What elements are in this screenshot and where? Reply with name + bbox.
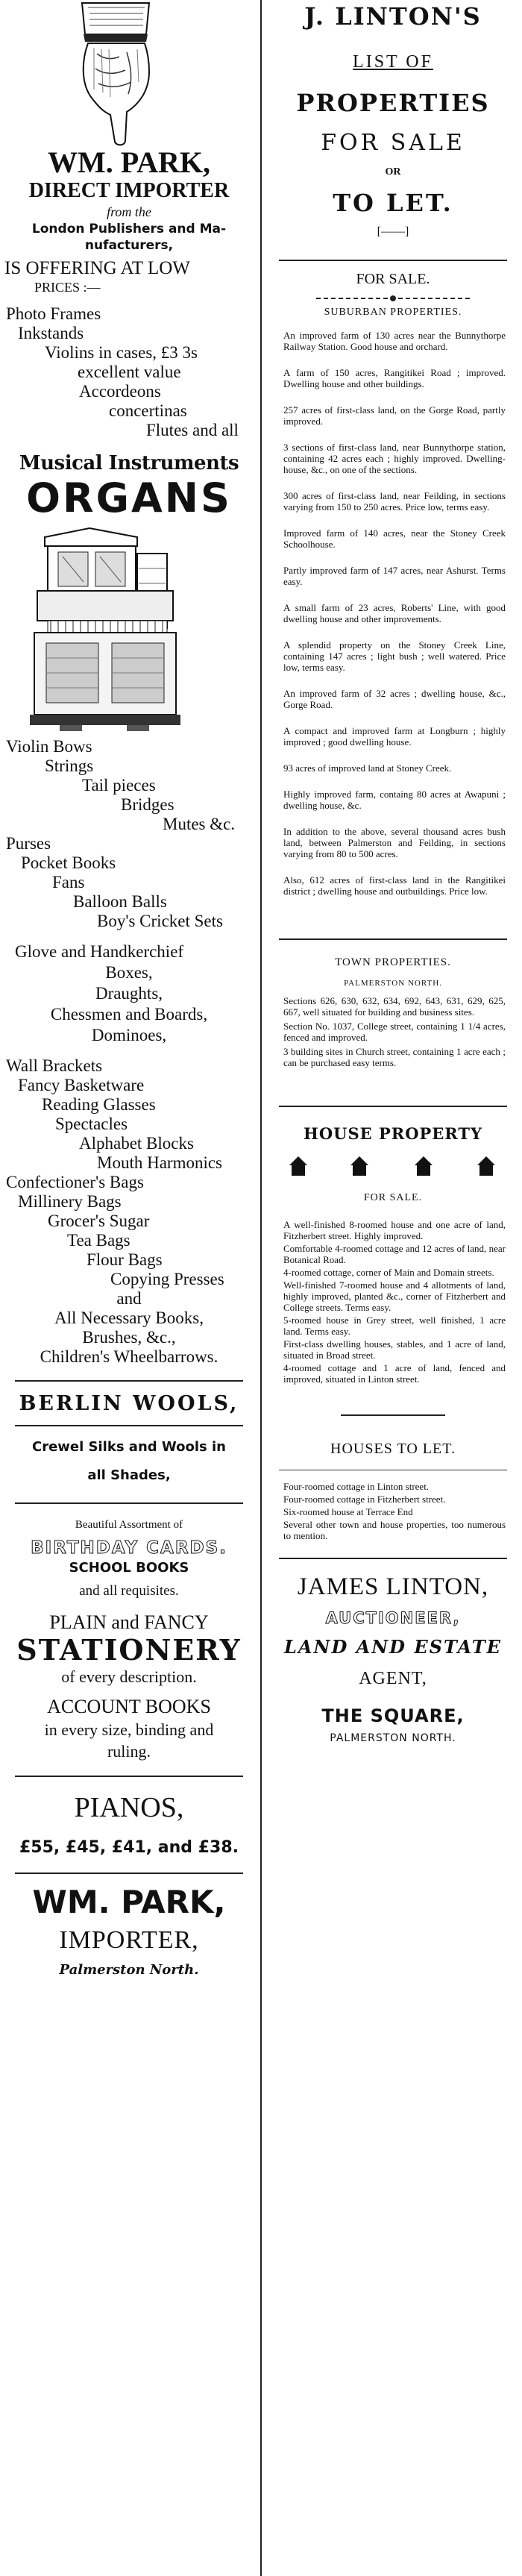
nufacturers: nufacturers, — [84, 238, 174, 253]
list-item: Alphabet Blocks — [79, 1134, 194, 1153]
list-item: Also, 612 acres of first-class land in the Rangitikei district ; dwelling house and outbuildings. Price low. — [283, 874, 506, 897]
school-books: SCHOOL BOOKS — [69, 1560, 189, 1576]
divider — [279, 260, 507, 261]
list-item: In addition to the above, several thousand acres bush land, between Palmerston and Feilding, in sections varying from 80 to 500 acres. — [283, 826, 506, 859]
beautiful-assortment: Beautiful Assortment of — [75, 1519, 183, 1531]
list-item: First-class dwelling houses, stables, and 1 acre of land, situated in Broad street. — [283, 1338, 506, 1361]
town-properties-heading: TOWN PROPERTIES. — [335, 956, 451, 968]
musical-instruments-heading: Musical Instruments — [19, 452, 239, 474]
list-item: Balloon Balls — [73, 892, 167, 911]
house-icon — [350, 1156, 368, 1176]
list-item: 93 acres of improved land at Stoney Creek. — [283, 762, 452, 774]
every-description: of every description. — [61, 1667, 197, 1686]
list-item: excellent value — [78, 363, 181, 381]
list-item: Brushes, &c., — [82, 1328, 176, 1347]
list-item: Confectioner's Bags — [6, 1173, 144, 1191]
birthday-cards: BIRTHDAY CARDS. — [31, 1538, 227, 1558]
account-books: ACCOUNT BOOKS — [47, 1696, 211, 1717]
list-item: Section No. 1037, College street, containing 1 1/4 acres, fenced and improved. — [283, 1021, 506, 1043]
house-icons-row — [264, 1150, 522, 1180]
list-item: Fancy Basketware — [18, 1076, 145, 1094]
house-items — [264, 1219, 522, 1385]
goods-list-3 — [0, 941, 258, 1046]
list-item: Tail pieces — [82, 776, 156, 795]
footer-agent-name: JAMES LINTON, — [297, 1573, 489, 1600]
list-item: An improved farm of 32 acres ; dwelling house, &c., Gorge Road. — [283, 688, 506, 710]
list-item: Sections 626, 630, 632, 634, 692, 643, 631, 629, 625, 667, well situated for building and business sites. — [283, 995, 506, 1018]
divider — [279, 1558, 507, 1559]
list-item: Pocket Books — [21, 853, 116, 872]
goods-list-2 — [0, 737, 258, 931]
importer-line: DIRECT IMPORTER — [28, 179, 230, 202]
for-sale-house-subhead: FOR SALE. — [363, 1192, 423, 1203]
list-item: Tea Bags — [67, 1231, 130, 1250]
list-item: 257 acres of first-class land, on the Gorge Road, partly improved. — [283, 404, 506, 427]
house-icon — [415, 1156, 433, 1176]
list-item: Draughts, — [95, 984, 163, 1003]
crewel-line-1: Crewel Silks and Wools in — [31, 1439, 226, 1455]
let-items — [264, 1481, 522, 1541]
house-icon — [477, 1156, 495, 1176]
divider — [15, 1380, 243, 1382]
divider — [341, 1414, 445, 1416]
pianos: PIANOS, — [74, 1792, 184, 1823]
list-item: Partly improved farm of 147 acres, near Ashurst. Terms easy. — [283, 565, 506, 587]
piano-prices: £55, £45, £41, and £38. — [19, 1838, 239, 1857]
list-item: Grocer's Sugar — [48, 1212, 150, 1230]
list-item: Purses — [6, 834, 51, 853]
bracket-mark: [——] — [377, 225, 409, 238]
list-item: Well-finished 7-roomed house and 4 allotments of land, highly improved, planted &c., corner of Fitzherbert and College streets. Terms easy. — [283, 1279, 506, 1313]
divider — [15, 1776, 243, 1777]
to-let-heading: TO LET. — [333, 189, 453, 217]
linton-property-list — [264, 0, 522, 2576]
auctioneer: AUCTIONEER, — [325, 1609, 461, 1627]
list-item: Spectacles — [55, 1115, 128, 1133]
stationery: STATIONERY — [16, 1633, 242, 1667]
list-item: Violin Bows — [6, 737, 92, 756]
goods-list-4 — [0, 1056, 258, 1367]
list-item: Mouth Harmonics — [97, 1153, 223, 1172]
goods-list-1 — [0, 304, 258, 440]
footer-importer: IMPORTER, — [59, 1926, 199, 1954]
palmerston-north-subhead: PALMERSTON NORTH. — [344, 979, 442, 988]
crewel-line-2: all Shades, — [87, 1467, 171, 1483]
list-item: 3 building sites in Church street, containing 1 acre each ; can be purchased easy terms. — [283, 1046, 506, 1068]
offering-line: IS OFFERING AT LOW — [4, 258, 190, 278]
list-item: Six-roomed house at Terrace End — [283, 1506, 413, 1517]
list-item: Four-roomed cottage in Fitzherbert street. — [283, 1494, 446, 1505]
houses-to-let-heading: HOUSES TO LET. — [330, 1441, 456, 1457]
list-item: 5-roomed house in Grey street, well finished, 1 acre land. Terms easy. — [283, 1314, 506, 1337]
list-item: concertinas — [109, 401, 187, 420]
list-item: Flour Bags — [87, 1250, 163, 1269]
from-the: from the — [107, 204, 151, 219]
list-item: Inkstands — [18, 324, 84, 342]
or-line: OR — [385, 166, 401, 178]
list-item: 300 acres of first-class land, near Feilding, in sections varying from 150 to 250 acres. Price low, terms easy. — [283, 490, 506, 513]
merchant-name: WM. PARK, — [47, 145, 211, 179]
list-item: 3 sections of first-class land, near Bunnythorpe station, containing 42 acres each ; highly improved. Dwelling-house, &c., on one of the sections. — [283, 442, 506, 475]
list-item: Strings — [45, 756, 94, 775]
list-item: Flutes and all — [146, 421, 239, 439]
divider — [15, 1502, 243, 1504]
column-rule — [260, 0, 262, 2576]
every-size: in every size, binding and — [44, 1720, 214, 1739]
for-sale-subhead: FOR SALE. — [356, 271, 430, 287]
footer-merchant: WM. PARK, — [32, 1884, 226, 1920]
list-item: Boy's Cricket Sets — [97, 912, 223, 930]
list-of: LIST OF — [353, 52, 433, 72]
linton-header: J. LINTON'S — [304, 2, 482, 31]
list-item: Photo Frames — [6, 304, 101, 323]
list-item: and — [116, 1289, 142, 1308]
organs-heading: ORGANS — [26, 474, 232, 521]
suburban-heading: SUBURBAN PROPERTIES. — [324, 307, 462, 318]
land-and-estate: LAND AND ESTATE — [284, 1636, 502, 1658]
agent-line: AGENT, — [359, 1669, 427, 1688]
list-item: Copying Presses — [110, 1270, 224, 1288]
divider — [279, 1106, 507, 1107]
berlin-wools: BERLIN WOOLS, — [19, 1392, 239, 1415]
list-item: Millinery Bags — [18, 1192, 122, 1211]
divider — [15, 1873, 243, 1874]
pointing-hand-illustration — [0, 0, 258, 146]
for-sale-heading: FOR SALE — [321, 130, 465, 156]
divider — [15, 1425, 243, 1426]
list-item: Four-roomed cottage in Linton street. — [283, 1481, 430, 1492]
list-item: 4-roomed cottage, corner of Main and Domain streets. — [283, 1267, 494, 1278]
properties-heading: PROPERTIES — [296, 89, 490, 117]
list-item: Reading Glasses — [42, 1095, 156, 1114]
footer-town: Palmerston North. — [59, 1962, 199, 1978]
list-item: Bridges — [121, 795, 174, 814]
requisites: and all requisites. — [79, 1583, 179, 1599]
divider — [279, 938, 507, 940]
town-items — [264, 995, 522, 1068]
list-item: Glove and Handkerchief — [15, 942, 184, 961]
footer-town-right: PALMERSTON NORTH. — [330, 1732, 456, 1744]
list-item: 4-roomed cottage and 1 acre of land, fenced and improved, situated in Linton street. — [283, 1362, 506, 1385]
list-item: A splendid property on the Stoney Creek Line, containing 147 acres ; light bush ; well watered. Price low, terms easy. — [283, 639, 506, 673]
list-item: Wall Brackets — [6, 1056, 103, 1075]
organ-illustration — [0, 524, 258, 734]
list-item: Chessmen and Boards, — [50, 1005, 208, 1024]
list-item: Violins in cases, £3 3s — [45, 343, 198, 362]
list-item: Fans — [52, 873, 85, 891]
ornament-rule — [264, 291, 522, 306]
house-property-heading: HOUSE PROPERTY — [304, 1124, 482, 1143]
list-item: A farm of 150 acres, Rangitikei Road ; improved. Dwelling house and other buildings. — [283, 367, 506, 389]
list-item: Mutes &c. — [163, 815, 236, 833]
list-item: Several other town and house properties, too numerous to mention. — [283, 1519, 506, 1541]
plain-fancy: PLAIN and FANCY — [49, 1611, 209, 1633]
sale-items — [264, 330, 522, 897]
london-publishers: London Publishers and Ma- — [31, 222, 227, 236]
wm-park-advertisement — [0, 0, 258, 2576]
list-item: A compact and improved farm at Longburn ; highly improved ; good dwelling house. — [283, 725, 506, 748]
list-item: All Necessary Books, — [54, 1309, 204, 1327]
list-item: Dominoes, — [91, 1026, 167, 1044]
list-item: Children's Wheelbarrows. — [40, 1347, 218, 1366]
prices-line: PRICES :— — [34, 280, 101, 295]
ruling: ruling. — [107, 1742, 151, 1761]
list-item: Comfortable 4-roomed cottage and 12 acres of land, near Botanical Road. — [283, 1243, 506, 1265]
list-item: Accordeons — [79, 382, 161, 401]
list-item: An improved farm of 130 acres near the Bunnythorpe Railway Station. Good house and orchard. — [283, 330, 506, 352]
list-item: Highly improved farm, containg 80 acres at Awapuni ; dwelling house, &c. — [283, 789, 506, 811]
house-icon — [289, 1156, 307, 1176]
list-item: A well-finished 8-roomed house and one acre of land, Fitzherbert street. Highly improved. — [283, 1219, 506, 1241]
list-item: Boxes, — [105, 963, 153, 982]
list-item: A small farm of 23 acres, Roberts' Line, with good dwelling house and other improvements. — [283, 602, 506, 624]
the-square: THE SQUARE, — [321, 1705, 465, 1726]
list-item: Improved farm of 140 acres, near the Stoney Creek Schoolhouse. — [283, 527, 506, 550]
